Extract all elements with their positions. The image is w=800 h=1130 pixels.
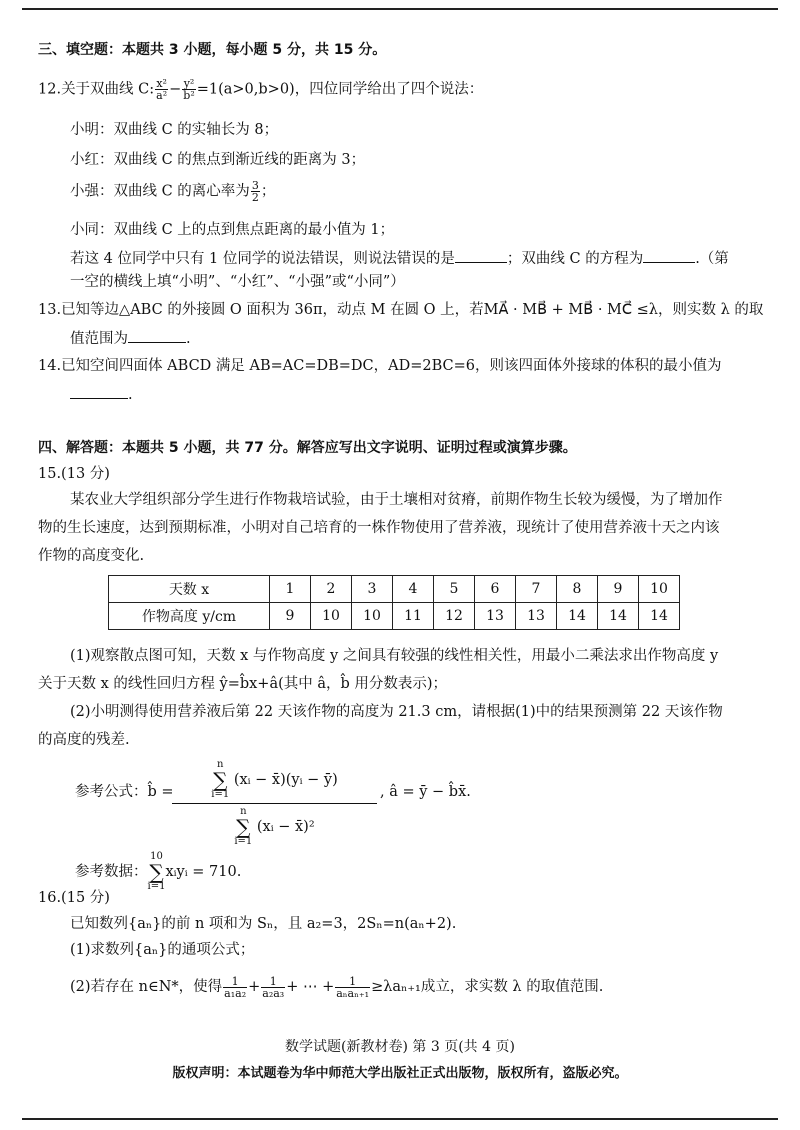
sum-sign-num: [211, 760, 229, 800]
q12-stem: [38, 78, 483, 101]
top-rule: [22, 8, 778, 10]
ref-data-label: 参考数据：: [75, 864, 148, 880]
q15-part1-line1: (1)观察散点图可知，天数 x 与作物高度 y 之间具有较强的线性相关性，用最小二乘法求出作物高度 y: [70, 648, 719, 664]
q16-term2: [261, 976, 285, 999]
bhat-numerator: [172, 760, 377, 804]
bottom-rule: [22, 1118, 778, 1120]
q16-part2: (2)若存在 n∈N*，使得 $\frac{1}{\text{a₁a₂}}$ + $\frac{1}{\text{a₂a₃}}$ + ⋯ + $\frac{1}{\text{aₙaₙ₊₁}}$ ≥λaₙ₊₁成立，求实数 λ 的取值范围.: [70, 974, 604, 1000]
q14-blank[interactable]: [70, 384, 128, 399]
table-cell: 4: [393, 576, 434, 603]
table-row-heights: [109, 603, 680, 630]
q15-part1-line2: 关于天数 x 的线性回归方程 ŷ=b̂x+â(其中 â，b̂ 用分数表示)；: [38, 676, 448, 692]
q13-number: 13.: [38, 302, 62, 318]
q12-ask-line: [70, 248, 729, 269]
table-cell: 14: [639, 603, 680, 630]
denominator-expr: (xᵢ − x̄)²: [256, 819, 315, 835]
q12-frac2: [182, 78, 195, 101]
q12-statement-3: [70, 180, 275, 203]
table-header-days: 天数 x: [109, 576, 270, 603]
q14-text: 已知空间四面体 ABCD 满足 AB=AC=DB=DC，AD=2BC=6，则该四面体外接球的体积的最小值为: [61, 358, 722, 374]
q15-number: 15.(13 分): [38, 466, 110, 482]
q12-statement-4: 小同：双曲线 C 上的点到焦点距离的最小值为 1；: [70, 222, 395, 238]
table-cell: 10: [352, 603, 393, 630]
sigma-icon: ∑: [236, 815, 251, 839]
term2-num: 1: [261, 976, 285, 988]
q14-line1: [38, 356, 722, 376]
term3-num: 1: [335, 976, 370, 988]
q12-statement-2: 小红：双曲线 C 的焦点到渐近线的距离为 3；: [70, 152, 366, 168]
q15-data-table: [108, 575, 680, 630]
table-cell: 14: [598, 603, 639, 630]
q15-paragraph-2: 物的生长速度，达到预期标准，小明对自己培育的一株作物使用了营养液，现统计了使用营养液十天之内该: [38, 520, 720, 536]
q12-ask-c: .（第: [695, 251, 729, 267]
q12-s3-den: 2: [251, 191, 259, 204]
q13-line2-suffix: .: [186, 331, 191, 347]
q16-number: 16.(15 分): [38, 890, 110, 906]
table-cell: 13: [475, 603, 516, 630]
table-cell: 10: [311, 603, 352, 630]
table-cell: 9: [270, 603, 311, 630]
table-cell: 9: [598, 576, 639, 603]
q14-number: 14.: [38, 358, 62, 374]
q12-ask-a: 若这 4 位同学中只有 1 位同学的说法错误，则说法错误的是: [70, 251, 455, 267]
sum-top: n: [240, 806, 247, 817]
q12-number: 12.: [38, 81, 62, 98]
q12-stem-suffix: =1(a>0,b>0)，四位同学给出了四个说法：: [196, 81, 484, 98]
ref-sum-top: 10: [150, 851, 163, 862]
page-footer: 数学试题(新教材卷) 第 3 页(共 4 页): [285, 1039, 515, 1055]
term1-num: 1: [223, 976, 247, 988]
q12-s3-suffix: ；: [260, 183, 276, 200]
q15-ref-data: [75, 852, 241, 892]
q15-part2-line2: 的高度的残差.: [38, 732, 130, 748]
q15-paragraph-1: 某农业大学组织部分学生进行作物栽培试验，由于土壤相对贫瘠，前期作物生长较为缓慢，为了增加作: [70, 492, 723, 508]
table-cell: 8: [557, 576, 598, 603]
q13-blank[interactable]: [128, 328, 186, 343]
term3-den: aₙaₙ₊₁: [336, 986, 370, 1000]
ref-data-expr: xᵢyᵢ = 710.: [165, 864, 242, 880]
q12-frac2-num: y²: [183, 77, 195, 90]
ref-sum-sign: [148, 852, 166, 892]
q16-part2-suffix: ≥λaₙ₊₁成立，求实数 λ 的取值范围.: [371, 979, 604, 995]
q16-dots: + ⋯ +: [286, 979, 335, 995]
q13-line2-prefix: 值范围为: [70, 331, 128, 347]
table-row-days: [109, 576, 680, 603]
table-cell: 10: [639, 576, 680, 603]
q15-part2-line1: (2)小明测得使用营养液后第 22 天该作物的高度为 21.3 cm，请根据(1)中的结果预测第 22 天该作物: [70, 704, 723, 720]
sigma-icon: ∑: [213, 768, 228, 792]
q12-frac1-num: x²: [156, 77, 167, 90]
q12-blank-2[interactable]: [643, 248, 695, 263]
q13-text: 已知等边△ABC 的外接圆 O 面积为 36π，动点 M 在圆 O 上，若MA⃗ · MB⃗ + MB⃗ · MC⃗ ≤λ，则实数 λ 的取: [61, 302, 764, 318]
q15-paragraph-3: 作物的高度变化.: [38, 548, 145, 564]
sum-bottom: i=1: [234, 836, 253, 847]
table-cell: 2: [311, 576, 352, 603]
ahat-expression: , â = ȳ − b̂x̄.: [380, 784, 471, 800]
q12-s3-prefix: 小强：双曲线 C 的离心率为: [70, 183, 250, 200]
q15-ref-formula-label: [75, 782, 174, 802]
bhat-fraction: [172, 760, 377, 847]
section4-heading: 四、解答题：本题共 5 小题，共 77 分。解答应写出文字说明、证明过程或演算步骤。: [38, 440, 577, 456]
q12-s3-frac: [251, 180, 260, 203]
copyright-notice: 版权声明：本试题卷为华中师范大学出版社正式出版物，版权所有，盗版必究。: [172, 1066, 628, 1081]
q16-part1: (1)求数列{aₙ}的通项公式；: [70, 942, 255, 958]
q16-part2-prefix: (2)若存在 n∈N*，使得: [70, 979, 223, 995]
q12-blank-1[interactable]: [455, 248, 507, 263]
sum-sign-den: [234, 807, 252, 847]
q16-line1: 已知数列{aₙ}的前 n 项和为 Sₙ，且 a₂=3，2Sₙ=n(aₙ+2).: [70, 916, 457, 932]
section3-heading: 三、填空题：本题共 3 小题，每小题 5 分，共 15 分。: [38, 42, 387, 58]
ref-formula-label: 参考公式：: [75, 784, 148, 800]
table-cell: 3: [352, 576, 393, 603]
q12-ask-note: 一空的横线上填“小明”、“小红”、“小强”或“小同”）: [70, 274, 405, 290]
ref-sum-bottom: i=1: [147, 881, 166, 892]
table-cell: 1: [270, 576, 311, 603]
term2-den: a₂a₃: [262, 986, 285, 1000]
q16-term3: [335, 976, 370, 999]
q12-ask-b: ；双曲线 C 的方程为: [506, 251, 644, 267]
q12-frac1: [155, 78, 168, 101]
bhat-denominator: [172, 804, 377, 847]
q13-line2: [70, 328, 191, 349]
table-header-heights: 作物高度 y/cm: [109, 603, 270, 630]
sum-top: n: [217, 759, 224, 770]
q16-term1: [223, 976, 247, 999]
q12-frac1-den: a²: [156, 89, 168, 102]
sum-bottom: i=1: [211, 789, 230, 800]
q12-statement-1: 小明：双曲线 C 的实轴长为 8；: [70, 122, 279, 138]
q12-frac2-den: b²: [183, 89, 195, 102]
q13-line1: [38, 300, 763, 320]
table-cell: 11: [393, 603, 434, 630]
sigma-icon: ∑: [149, 860, 164, 884]
term1-den: a₁a₂: [224, 986, 247, 1000]
table-cell: 12: [434, 603, 475, 630]
q14-line2: [70, 384, 133, 405]
table-cell: 13: [516, 603, 557, 630]
q12-minus: −: [169, 81, 182, 98]
bhat-symbol: b̂ =: [147, 784, 174, 800]
q12-s3-num: 3: [251, 179, 259, 192]
q14-line2-suffix: .: [128, 387, 133, 403]
table-cell: 6: [475, 576, 516, 603]
q12-stem-prefix: 关于双曲线 C:: [61, 81, 155, 98]
table-cell: 5: [434, 576, 475, 603]
numerator-expr: (xᵢ − x̄)(yᵢ − ȳ): [233, 772, 338, 788]
table-cell: 14: [557, 603, 598, 630]
table-cell: 7: [516, 576, 557, 603]
